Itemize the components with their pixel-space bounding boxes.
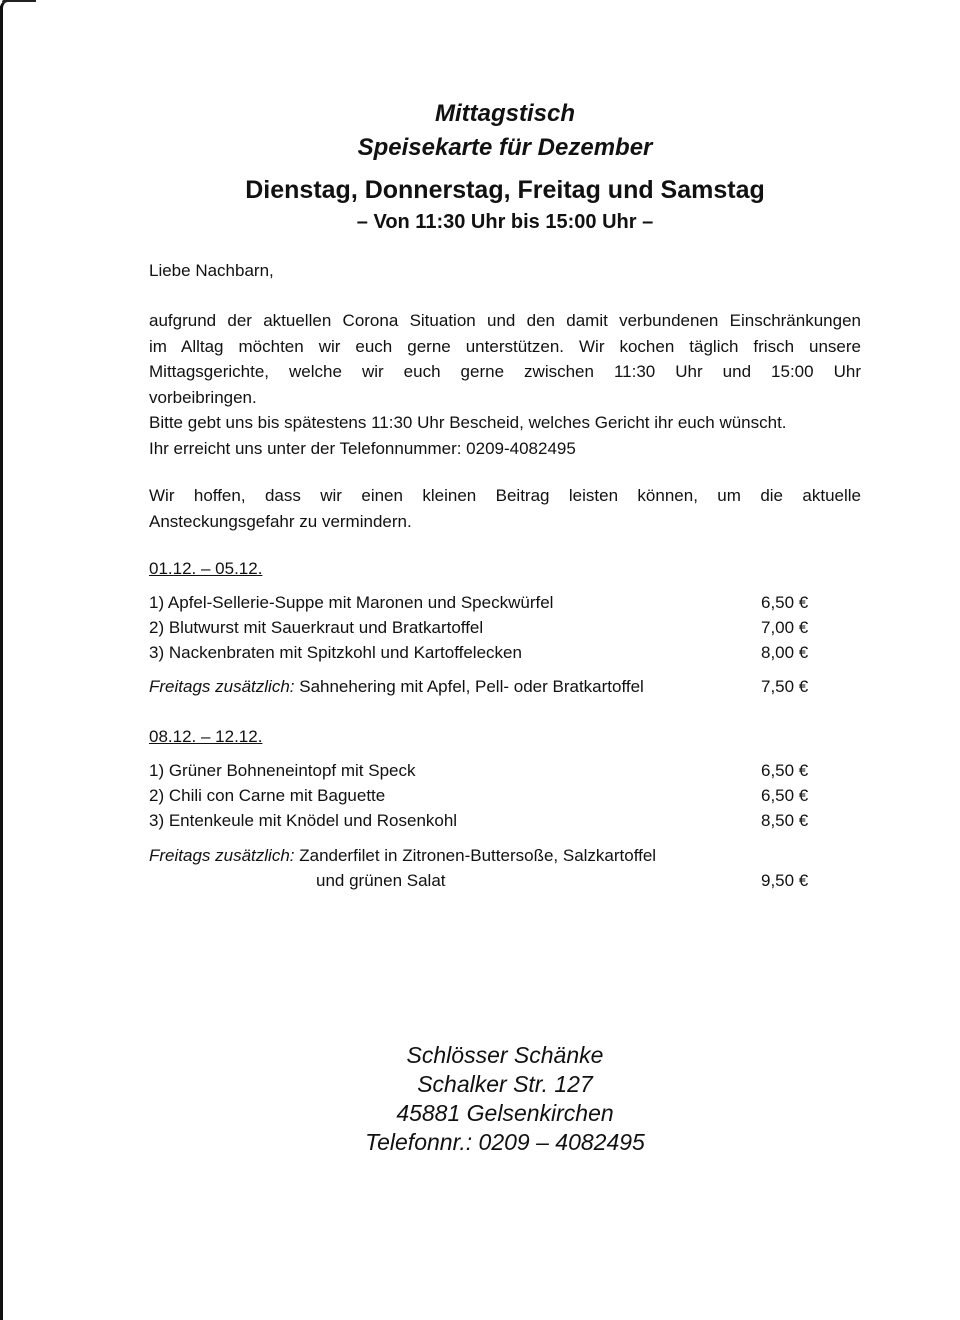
menu-subtitle: Speisekarte für Dezember — [357, 134, 653, 161]
friday-extra-dish: Sahnehering mit Apfel, Pell- oder Bratkartoffel — [299, 677, 644, 696]
friday-extra-price: 7,50 € — [761, 677, 809, 696]
dish-name: 3) Entenkeule mit Knödel und Rosenkohl — [149, 811, 458, 830]
hope-line: Wir hoffen, dass wir einen kleinen Beitrag leisten können, um die aktuelle — [149, 486, 861, 505]
dish-name: 2) Blutwurst mit Sauerkraut und Bratkartoffel — [149, 618, 484, 637]
restaurant-address-block — [0, 1041, 960, 1157]
week-2-label: 08.12. – 12.12. — [149, 727, 263, 746]
restaurant-city: 45881 Gelsenkirchen — [396, 1100, 614, 1126]
menu-item — [149, 593, 814, 618]
friday-extra-dish-cont: und grünen Salat — [316, 871, 446, 890]
dish-name: 2) Chili con Carne mit Baguette — [149, 786, 386, 805]
hope-paragraph — [149, 483, 861, 534]
dish-price: 6,50 € — [761, 786, 809, 805]
week-1-label: 01.12. – 05.12. — [149, 559, 263, 578]
menu-item — [149, 761, 814, 786]
greeting: Liebe Nachbarn, — [149, 261, 274, 280]
friday-extra-continued — [149, 871, 814, 896]
friday-extra-label: Freitags zusätzlich: — [149, 677, 295, 696]
opening-days: Dienstag, Donnerstag, Freitag und Samstag — [245, 176, 765, 204]
dish-price: 7,00 € — [761, 618, 809, 637]
menu-item — [149, 643, 814, 668]
dish-name: 3) Nackenbraten mit Spitzkohl und Kartoffelecken — [149, 643, 522, 662]
hope-line: Ansteckungsgefahr zu vermindern. — [149, 511, 412, 531]
menu-title: Mittagstisch — [434, 100, 575, 127]
intro-line: Mittagsgerichte, welche wir euch gerne zwischen 11:30 Uhr und 15:00 Uhr — [149, 362, 861, 381]
dish-price: 8,50 € — [761, 811, 809, 830]
intro-paragraph — [149, 308, 861, 461]
opening-hours: – Von 11:30 Uhr bis 15:00 Uhr – — [356, 211, 654, 233]
intro-line: im Alltag möchten wir euch gerne unterstützen. Wir kochen täglich frisch unsere — [149, 336, 861, 356]
scan-edge-top — [2, 0, 36, 2]
friday-extra-price: 9,50 € — [761, 871, 809, 890]
friday-extra-label: Freitags zusätzlich: — [149, 846, 295, 865]
friday-extra-dish: Zanderfilet in Zitronen-Buttersoße, Salzkartoffel — [299, 846, 657, 865]
dish-name: 1) Grüner Bohneneintopf mit Speck — [149, 761, 416, 780]
dish-price: 6,50 € — [761, 593, 809, 612]
intro-line: Bitte gebt uns bis spätestens 11:30 Uhr Bescheid, welches Gericht ihr euch wünscht. — [149, 413, 787, 432]
friday-extra — [149, 677, 814, 702]
dish-name: 1) Apfel-Sellerie-Suppe mit Maronen und Speckwürfel — [149, 593, 554, 612]
menu-item — [149, 811, 814, 836]
menu-item — [149, 618, 814, 643]
intro-line: vorbeibringen. — [149, 387, 257, 407]
menu-item — [149, 786, 814, 811]
restaurant-street: Schalker Str. 127 — [417, 1071, 593, 1097]
friday-extra — [149, 846, 814, 871]
restaurant-name: Schlösser Schänke — [406, 1042, 604, 1068]
intro-line: aufgrund der aktuellen Corona Situation und den damit verbundenen Einschränkungen — [149, 311, 861, 330]
restaurant-phone: Telefonnr.: 0209 – 4082495 — [365, 1129, 645, 1155]
phone-line: Ihr erreicht uns unter der Telefonnummer: 0209-4082495 — [149, 438, 576, 458]
dish-price: 8,00 € — [761, 643, 809, 662]
dish-price: 6,50 € — [761, 761, 809, 780]
